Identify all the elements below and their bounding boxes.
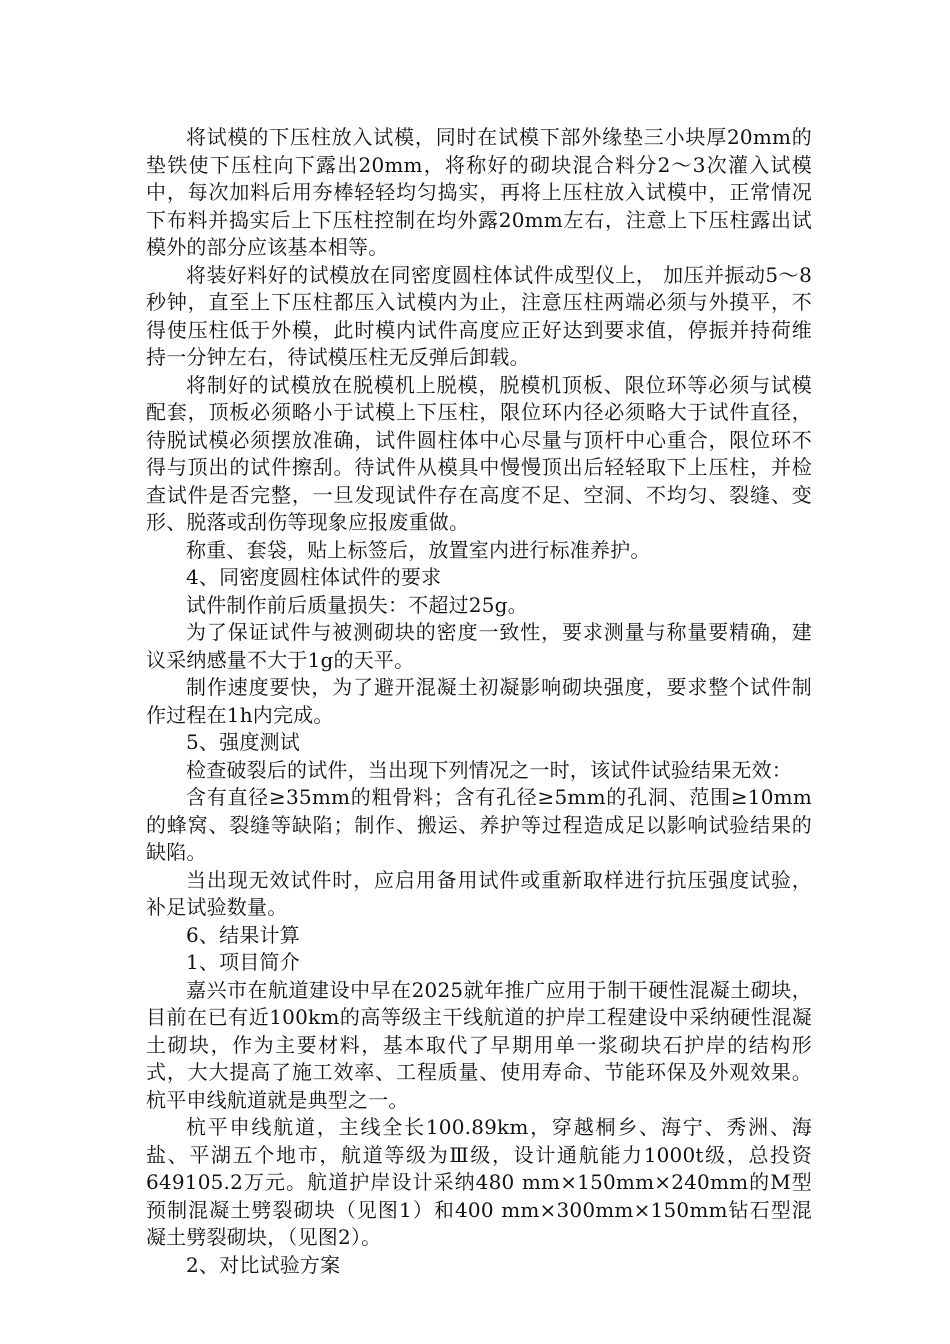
section-heading-1: 1、项目简介 bbox=[186, 950, 300, 974]
section-heading-2: 2、对比试验方案 bbox=[186, 1252, 341, 1277]
paragraph-11: 嘉兴市在航道建设中早在2025就年推广应用于制干硬性混凝土砌块，目前在已有近100km的高等级主干线航道的护岸工程建设中采纳硬性混凝土砌块，作为主要材料，基本取代了早期用单一浆砌块石护岸的结构形式，大大提高了施工效率、工程质量、使用寿命、节能环保及外观效果。杭平申线航道就是典型之一。 bbox=[146, 977, 812, 1112]
section-heading-6: 6、结果计算 bbox=[186, 922, 300, 947]
paragraph-6: 为了保证试件与被测砌块的密度一致性，要求测量与称量要精确，建议采纳感量不大于1g的天平。 bbox=[146, 620, 812, 672]
paragraph-8: 检查破裂后的试件，当出现下列情况之一时，该试件试验结果无效： bbox=[186, 757, 792, 782]
paragraph-2: 将装好料好的试模放在同密度圆柱体试件成型仪上， 加压并振动5～8秒钟，直至上下压柱都压入试模内为止，注意压柱两端必须与外摸平，不得使压柱低于外模，此时模内试件高度应正好达到要求值，停振并持荷维持一分钟左右，待试模压柱无反弹后卸载。 bbox=[146, 262, 812, 369]
section-heading-4: 4、同密度圆柱体试件的要求 bbox=[186, 565, 442, 589]
section-heading-5: 5、强度测试 bbox=[186, 730, 300, 754]
paragraph-1: 将试模的下压柱放入试模，同时在试模下部外缘垫三小块厚20mm的垫铁使下压柱向下露出20mm，将称好的砌块混合料分2～3次灌入试模中，每次加料后用夯棒轻轻均匀捣实，再将上压柱放入试模中，正常情况下布料并捣实后上下压柱控制在均外露20mm左右，注意上下压柱露出试模外的部分应该基本相等。 bbox=[146, 125, 812, 259]
paragraph-5: 试件制作前后质量损失：不超过25g。 bbox=[186, 592, 528, 617]
document-body bbox=[146, 124, 812, 1279]
paragraph-7: 制作速度要快，为了避开混凝土初凝影响砌块强度，要求整个试件制作过程在1h内完成。 bbox=[146, 675, 812, 727]
paragraph-9: 含有直径≥35mm的粗骨料；含有孔径≥5mm的孔洞、范围≥10mm的蜂窝、裂缝等缺陷；制作、搬运、养护等过程造成足以影响试验结果的缺陷。 bbox=[146, 785, 812, 864]
paragraph-10: 当出现无效试件时，应启用备用试件或重新取样进行抗压强度试验，补足试验数量。 bbox=[146, 867, 812, 919]
paragraph-4: 称重、套袋，贴上标签后，放置室内进行标准养护。 bbox=[186, 537, 651, 562]
paragraph-12: 杭平申线航道，主线全长100.89km，穿越桐乡、海宁、秀洲、海盐、平湖五个地市，航道等级为Ⅲ级，设计通航能力1000t级，总投资 649105.2万元。航道护岸设计采纳480 mm×150mm×240mm的M型预制混凝土劈裂砌块（见图1）和400 mm×300mm×150mm钻石型混凝土劈裂砌块，（见图2）。 bbox=[146, 1115, 812, 1249]
paragraph-3: 将制好的试模放在脱模机上脱模，脱模机顶板、限位环等必须与试模配套，顶板必须略小于试模上下压柱，限位环内径必须略大于试件直径，待脱试模必须摆放准确，试件圆柱体中心尽量与顶杆中心重合，限位环不得与顶出的试件擦刮。待试件从模具中慢慢顶出后轻轻取下上压柱，并检查试件是否完整，一旦发现试件存在高度不足、空洞、不均匀、裂缝、变形、脱落或刮伤等现象应报废重做。 bbox=[146, 372, 812, 534]
